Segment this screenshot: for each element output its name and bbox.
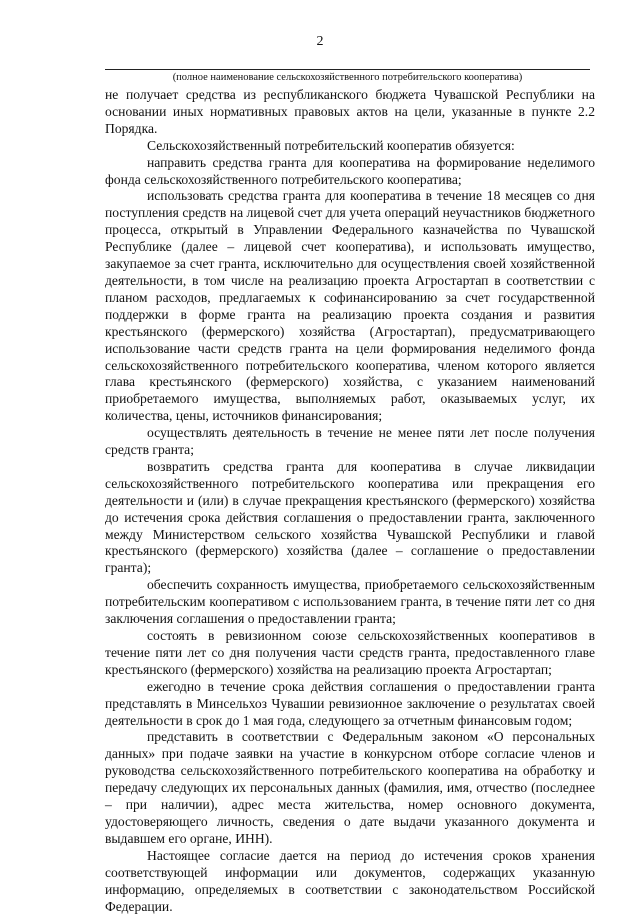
paragraph-obligation: представить в соответствии с Федеральным законом «О персональных данных» при подаче заявки на участие в конкурсном отборе согласие членов и руководства сельскохозяйственного потребительского кооператива на обработку и передачу следующих их персональных данных (фамилия, имя, отчество (последнее – при наличии), адрес места жительства, номер основного документа, удостоверяющего личность, сведения о дате выдачи указанного документа и выдавшем его органе, ИНН). bbox=[105, 729, 595, 846]
paragraph-continuation: не получает средства из республиканского бюджета Чувашской Республики на основании иных нормативных правовых актов на цели, указанные в пункте 2.2 Порядка. bbox=[105, 87, 595, 136]
paragraph-obligation: направить средства гранта для кооператива на формирование неделимого фонда сельскохозяйственного потребительского кооператива; bbox=[105, 154, 595, 187]
paragraph-obligations-intro: Сельскохозяйственный потребительский кооператив обязуется: bbox=[147, 137, 515, 153]
paragraph-consent-period: Настоящее согласие дается на период до истечения сроков хранения соответствующей информации или документов, содержащих указанную информацию, определяемых в соответствии с законодательством Российской Федерации. bbox=[105, 847, 595, 914]
paragraph-obligation: состоять в ревизионном союзе сельскохозяйственных кооперативов в течение пяти лет со дня получения части средств гранта, предоставленного главе крестьянского (фермерского) хозяйства на реализацию проекта Агростартап; bbox=[105, 628, 595, 677]
page-number: 2 bbox=[316, 34, 324, 49]
fill-in-line bbox=[105, 69, 590, 70]
paragraph-obligation: возвратить средства гранта для кооператива в случае ликвидации сельскохозяйственного потребительского кооператива или прекращения его деятельности и (или) в случае прекращения крестьянского (фермерского) хозяйства до истечения срока действия соглашения о предоставлении гранта, заключенного между Министерством сельского хозяйства Чувашской Республики и главой крестьянского (фермерского) хозяйства (далее – соглашение о предоставлении гранта); bbox=[105, 458, 595, 576]
paragraph-obligation: обеспечить сохранность имущества, приобретаемого сельскохозяйственным потребительским кооперативом с использованием гранта, в течение пяти лет со дня заключения соглашения о предоставлении гранта; bbox=[105, 577, 595, 627]
paragraph-obligation: ежегодно в течение срока действия соглашения о предоставлении гранта представлять в Минсельхоз Чувашии ревизионное заключение о результатах своей деятельности в срок до 1 мая года, следующего за отчетным финансовым годом; bbox=[105, 678, 595, 728]
paragraph-obligation: использовать средства гранта для кооператива в течение 18 месяцев со дня поступления средств на лицевой счет для учета операций неучастников бюджетного процесса, открытый в Управлении Федерального казначейства по Чувашской Республике (далее – лицевой счет кооператива), и использовать имущество, закупаемое за счет гранта, исключительно для осуществления своей хозяйственной деятельности, в том числе на реализацию проекта Агростартап в соответствии с планом расходов, предлагаемых к софинансированию за счет государственной поддержки в форме гранта на реализацию проекта создания и развития крестьянского (фермерского) хозяйства (Агростартап), предусматривающего использование части средств гранта на цели формирования неделимого фонда сельскохозяйственного потребительского кооператива, членом которого является глава крестьянского (фермерского) хозяйства, с указанием наименований приобретаемого имущества, выполняемых работ, оказываемых услуг, их количества, цены, источников финансирования; bbox=[105, 188, 595, 424]
paragraph-obligation: осуществлять деятельность в течение не менее пяти лет после получения средств гранта; bbox=[105, 425, 595, 458]
field-caption: (полное наименование сельскохозяйственного потребительского кооператива) bbox=[172, 72, 523, 83]
document-body bbox=[105, 87, 595, 915]
